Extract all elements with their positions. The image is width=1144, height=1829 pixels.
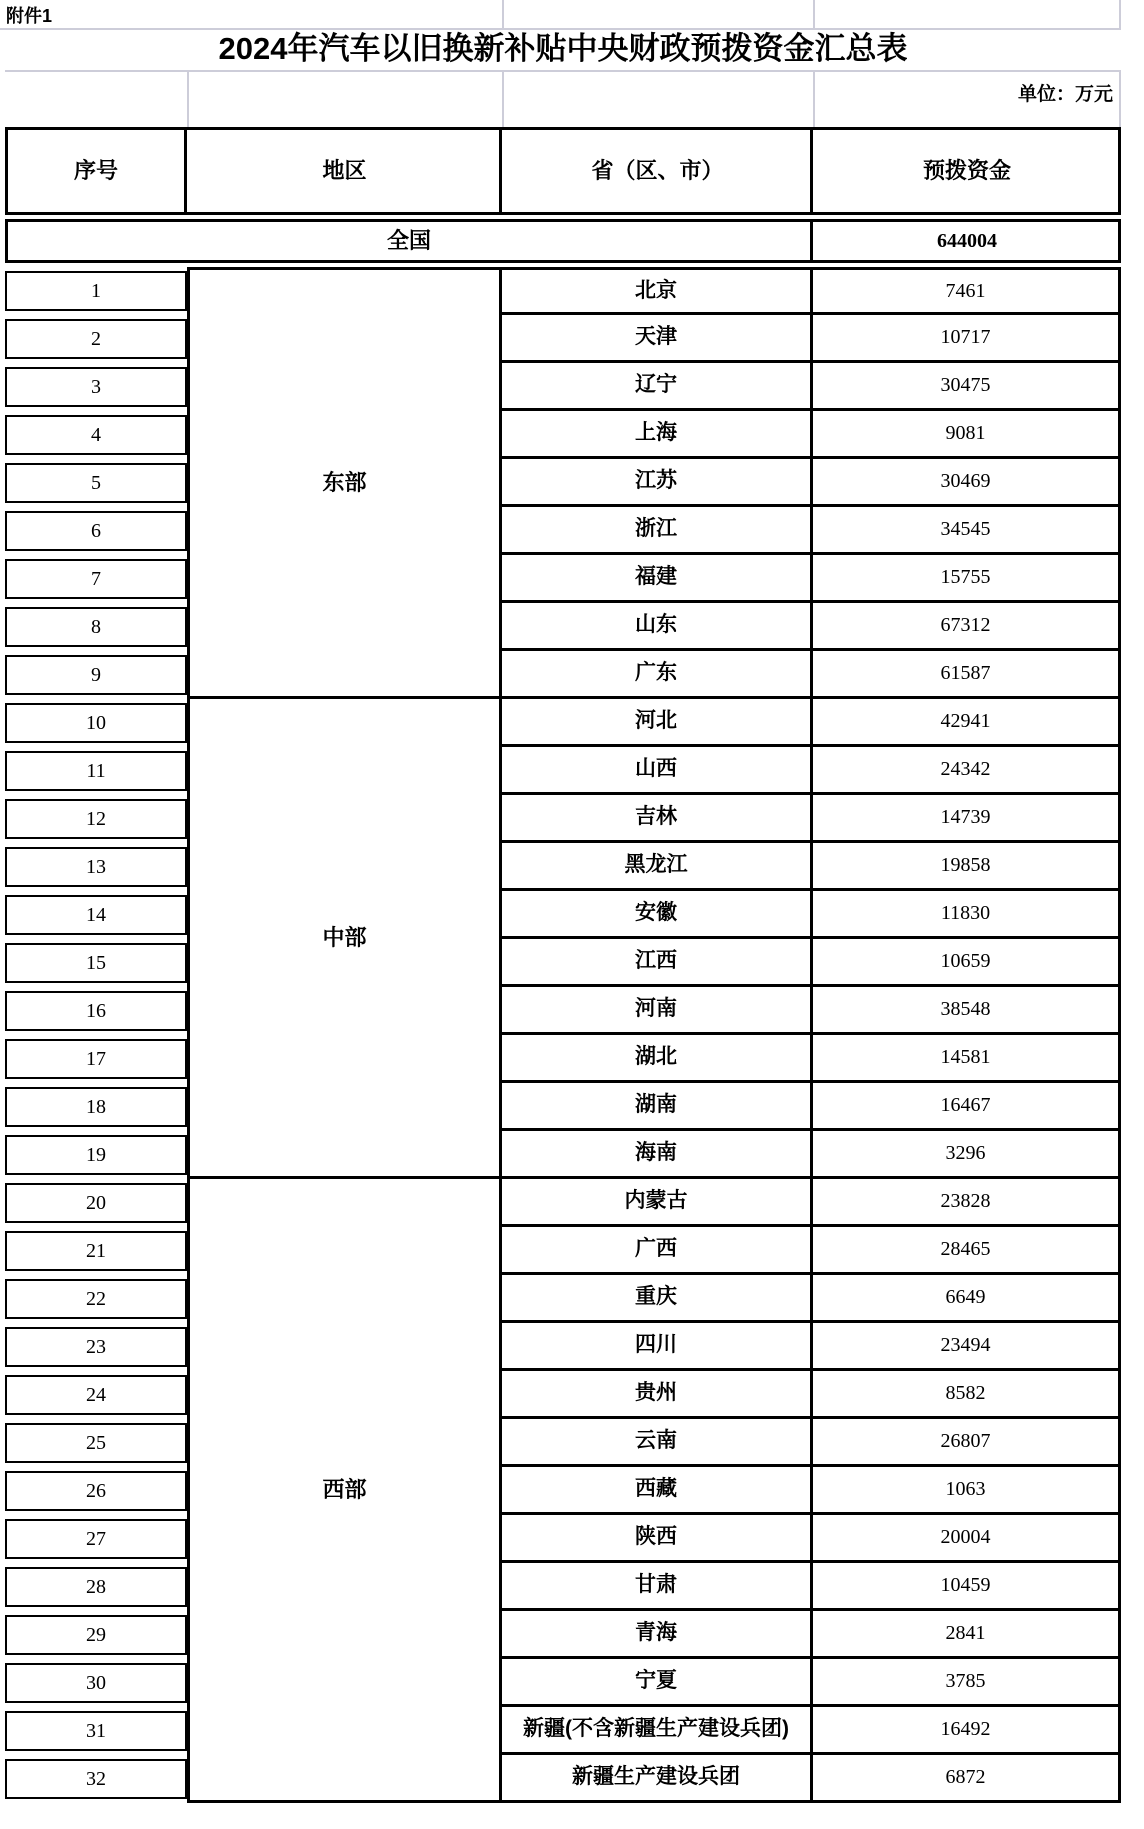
row-number-cell: 13 [5, 847, 187, 887]
row-number-cell: 21 [5, 1231, 187, 1271]
row-number-cell: 25 [5, 1423, 187, 1463]
row-number-cell: 3 [5, 367, 187, 407]
row-number-cell: 5 [5, 463, 187, 503]
row-number-cell: 12 [5, 799, 187, 839]
sheet-gridline [187, 70, 189, 127]
value-cell: 28465 [813, 1227, 1121, 1275]
value-cell: 10659 [813, 939, 1121, 987]
province-cell: 吉林 [502, 795, 813, 843]
province-cell: 江苏 [502, 459, 813, 507]
value-cell: 14581 [813, 1035, 1121, 1083]
row-number-cell: 15 [5, 943, 187, 983]
row-number-cell: 23 [5, 1327, 187, 1367]
row-number-cell: 2 [5, 319, 187, 359]
province-cell: 陕西 [502, 1515, 813, 1563]
value-cell: 34545 [813, 507, 1121, 555]
total-value: 644004 [937, 229, 997, 252]
province-cell: 北京 [502, 267, 813, 315]
value-cell: 61587 [813, 651, 1121, 699]
province-cell: 海南 [502, 1131, 813, 1179]
row-number-cell: 30 [5, 1663, 187, 1703]
row-number-cell: 6 [5, 511, 187, 551]
value-cell: 15755 [813, 555, 1121, 603]
province-cell: 广东 [502, 651, 813, 699]
value-cell: 30469 [813, 459, 1121, 507]
province-cell: 甘肃 [502, 1563, 813, 1611]
value-cell: 8582 [813, 1371, 1121, 1419]
value-cell: 3296 [813, 1131, 1121, 1179]
region-cell: 中部 [187, 696, 502, 1179]
province-cell: 四川 [502, 1323, 813, 1371]
sheet-gridline [1119, 70, 1121, 127]
value-cell: 20004 [813, 1515, 1121, 1563]
column-header: 预拨资金 [922, 158, 1011, 184]
row-number-cell: 16 [5, 991, 187, 1031]
row-number-cell: 31 [5, 1711, 187, 1751]
province-cell: 广西 [502, 1227, 813, 1275]
province-cell: 贵州 [502, 1371, 813, 1419]
value-cell: 10717 [813, 315, 1121, 363]
value-cell: 6649 [813, 1275, 1121, 1323]
province-cell: 福建 [502, 555, 813, 603]
row-number-cell: 29 [5, 1615, 187, 1655]
region-cell: 西部 [187, 1176, 502, 1803]
value-cell: 6872 [813, 1755, 1121, 1803]
sheet-gridline [0, 28, 1121, 30]
value-cell: 1063 [813, 1467, 1121, 1515]
value-cell: 2841 [813, 1611, 1121, 1659]
province-cell: 安徽 [502, 891, 813, 939]
province-cell: 新疆生产建设兵团 [502, 1755, 813, 1803]
row-number-cell: 27 [5, 1519, 187, 1559]
value-cell: 19858 [813, 843, 1121, 891]
total-label: 全国 [386, 228, 431, 254]
province-cell: 上海 [502, 411, 813, 459]
province-cell: 浙江 [502, 507, 813, 555]
row-number-cell: 28 [5, 1567, 187, 1607]
row-number-cell: 7 [5, 559, 187, 599]
province-cell: 西藏 [502, 1467, 813, 1515]
value-cell: 14739 [813, 795, 1121, 843]
row-number-cell: 32 [5, 1759, 187, 1799]
value-cell: 23828 [813, 1179, 1121, 1227]
row-number-cell: 1 [5, 271, 187, 311]
province-cell: 河南 [502, 987, 813, 1035]
row-number-cell: 20 [5, 1183, 187, 1223]
page-title: 2024年汽车以旧换新补贴中央财政预拨资金汇总表 [218, 31, 908, 67]
province-cell: 湖北 [502, 1035, 813, 1083]
row-number-cell: 26 [5, 1471, 187, 1511]
province-cell: 重庆 [502, 1275, 813, 1323]
attachment-label: 附件1 [6, 6, 53, 26]
row-number-cell: 14 [5, 895, 187, 935]
value-cell: 38548 [813, 987, 1121, 1035]
row-number-cell: 8 [5, 607, 187, 647]
row-number-cell: 18 [5, 1087, 187, 1127]
value-cell: 24342 [813, 747, 1121, 795]
province-cell: 河北 [502, 699, 813, 747]
sheet-gridline [813, 0, 815, 28]
province-cell: 黑龙江 [502, 843, 813, 891]
province-cell: 江西 [502, 939, 813, 987]
row-number-cell: 17 [5, 1039, 187, 1079]
unit-label: 单位：万元 [1017, 84, 1113, 106]
province-cell: 山东 [502, 603, 813, 651]
province-cell: 山西 [502, 747, 813, 795]
region-cell: 东部 [187, 267, 502, 699]
row-number-cell: 19 [5, 1135, 187, 1175]
row-number-cell: 22 [5, 1279, 187, 1319]
sheet-gridline [813, 70, 815, 127]
row-number-cell: 4 [5, 415, 187, 455]
province-cell: 青海 [502, 1611, 813, 1659]
province-cell: 新疆(不含新疆生产建设兵团) [502, 1707, 813, 1755]
value-cell: 3785 [813, 1659, 1121, 1707]
sheet-gridline [502, 70, 504, 127]
value-cell: 16467 [813, 1083, 1121, 1131]
row-number-cell: 11 [5, 751, 187, 791]
value-cell: 9081 [813, 411, 1121, 459]
sheet-gridline [5, 70, 1121, 72]
value-cell: 11830 [813, 891, 1121, 939]
value-cell: 30475 [813, 363, 1121, 411]
province-cell: 内蒙古 [502, 1179, 813, 1227]
value-cell: 16492 [813, 1707, 1121, 1755]
province-cell: 宁夏 [502, 1659, 813, 1707]
sheet-gridline [1119, 0, 1121, 28]
value-cell: 23494 [813, 1323, 1121, 1371]
province-cell: 辽宁 [502, 363, 813, 411]
value-cell: 67312 [813, 603, 1121, 651]
column-header: 省（区、市） [591, 158, 724, 184]
value-cell: 26807 [813, 1419, 1121, 1467]
row-number-cell: 24 [5, 1375, 187, 1415]
value-cell: 7461 [813, 267, 1121, 315]
sheet-gridline [502, 0, 504, 28]
row-number-cell: 10 [5, 703, 187, 743]
row-number-cell: 9 [5, 655, 187, 695]
province-cell: 云南 [502, 1419, 813, 1467]
value-cell: 10459 [813, 1563, 1121, 1611]
province-cell: 天津 [502, 315, 813, 363]
column-header: 序号 [73, 158, 118, 184]
value-cell: 42941 [813, 699, 1121, 747]
column-header: 地区 [322, 158, 367, 184]
province-cell: 湖南 [502, 1083, 813, 1131]
